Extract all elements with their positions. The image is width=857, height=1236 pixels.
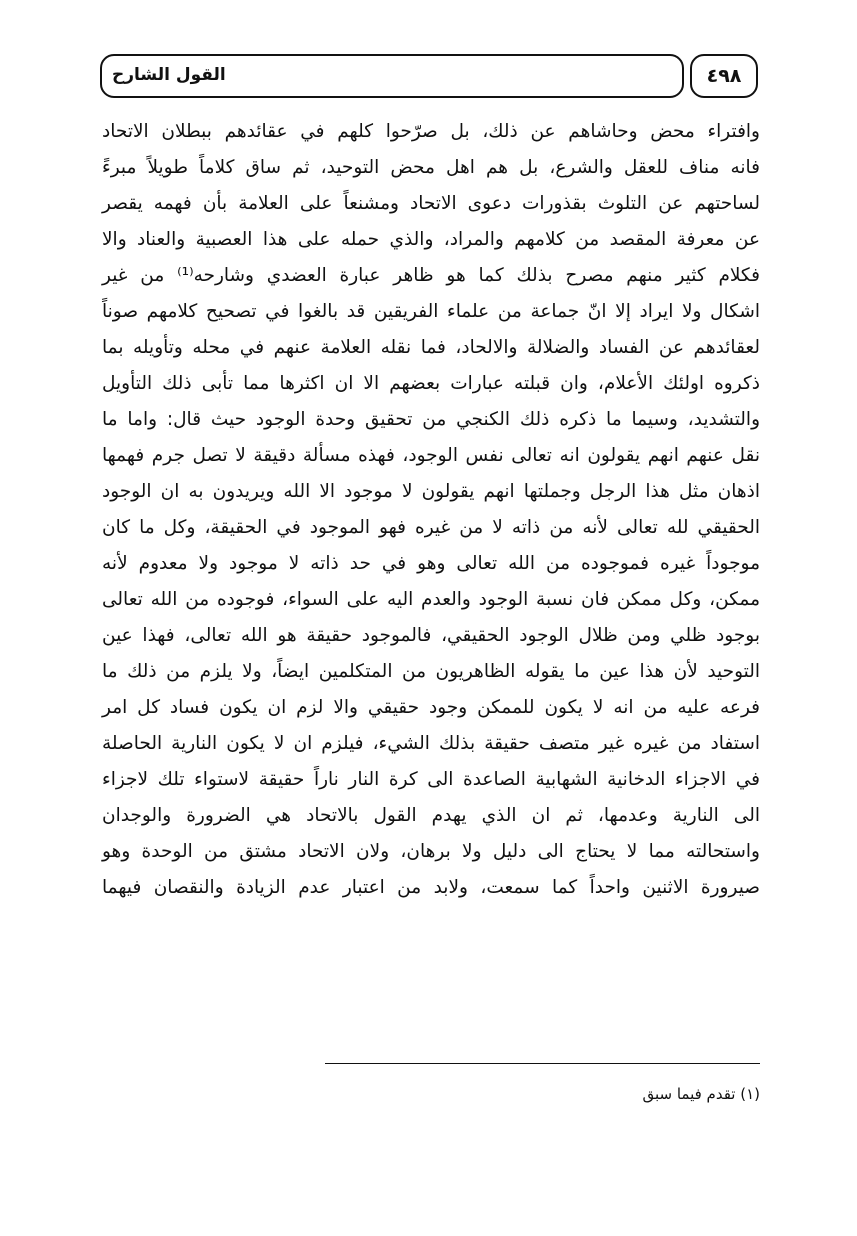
text-line: اشكال ولا ايراد إلا انّ جماعة من علماء الفريقين قد بالغوا في تصحيح كلامهم صوناً	[102, 301, 760, 322]
running-header-title: القول الشارح	[112, 65, 226, 85]
text-line: موجوداً غيره فموجوده من الله تعالى وهو في حد ذاته لا موجود ولا معدوم لأنه	[102, 553, 760, 574]
text-line: لعقائدهم عن الفساد والضلالة والالحاد، فما نقله العلامة عنهم في محله وتأويله بما	[102, 337, 760, 358]
text-line: فكلام كثير منهم مصرح بذلك كما هو ظاهر عبارة العضدي وشارحه⁽¹⁾ من غير	[102, 265, 760, 286]
running-header-box	[100, 54, 684, 98]
text-line: بوجود ظلي ومن ظلال الوجود الحقيقي، فالموجود حقيقة هو الله تعالى، فهذا عين	[102, 625, 760, 646]
text-line: ذكروه اولئك الأعلام، وان قبلته عبارات بعضهم الا ان اكثرها مما تأبى ذلك التأويل	[102, 373, 760, 394]
text-line: التوحيد لأن هذا عين ما يقوله الظاهريون من المتكلمين ايضاً، ولا يلزم من ذلك ما	[102, 661, 760, 682]
text-line: اذهان مثل هذا الرجل وجملتها انهم يقولون لا موجود الا الله ويريدون به ان الوجود	[102, 481, 760, 502]
text-line: وافتراء محض وحاشاهم عن ذلك، بل صرّحوا كلهم في عقائدهم ببطلان الاتحاد	[102, 121, 760, 142]
text-line: فرعه عليه من انه لا يكون للممكن وجود حقيقي والا لزم ان يكون فساد كل امر	[102, 697, 760, 718]
body-text	[102, 114, 760, 906]
text-line: الحقيقي لله تعالى لأنه من ذاته لا من غيره فهو الموجود في الحقيقة، وكل ما كان	[102, 517, 760, 538]
text-line: نقل عنهم انهم يقولون انه تعالى نفس الوجود، فهذه مسألة دقيقة لا تصل جرم فهمها	[102, 445, 760, 466]
text-line: استفاد من غيره غير متصف حقيقة بذلك الشيء، فيلزم ان لا يكون النارية الحاصلة	[102, 733, 760, 754]
page-number: ٤٩٨	[706, 65, 742, 87]
page-number-box	[690, 54, 758, 98]
footnote: (١) تقدم فيما سبق	[642, 1085, 760, 1103]
text-line: والتشديد، وسيما ما ذكره ذلك الكنجي من تحقيق وحدة الوجود حيث قال: واما ما	[102, 409, 760, 430]
text-line: في الاجزاء الدخانية الشهابية الصاعدة الى كرة النار ناراً حقيقة لاستواء تلك لاجزاء	[102, 769, 760, 790]
text-line: فانه مناف للعقل والشرع، بل هم اهل محض التوحيد، ثم ساق كلاماً طويلاً مبرءً	[102, 157, 760, 178]
footnote-divider	[325, 1063, 760, 1064]
text-line: ممكن، وكل ممكن فان نسبة الوجود والعدم اليه على السواء، فوجوده من الله تعالى	[102, 589, 760, 610]
text-line: لساحتهم عن التلوث بقذورات دعوى الاتحاد ومشنعاً على العلامة بأن فهمه يقصر	[102, 193, 760, 214]
text-line: عن معرفة المقصد من كلامهم والمراد، والذي حمله على هذا العصبية والعناد والا	[102, 229, 760, 250]
text-line: الى النارية وعدمها، ثم ان الذي يهدم القول بالاتحاد هي الضرورة والوجدان	[102, 805, 760, 826]
text-line: واستحالته مما لا يحتاج الى دليل ولا برهان، ولان الاتحاد مشتق من الوحدة وهو	[102, 841, 760, 862]
text-line: صيرورة الاثنين واحداً كما سمعت، ولابد من اعتبار عدم الزيادة والنقصان فيهما	[102, 877, 760, 898]
